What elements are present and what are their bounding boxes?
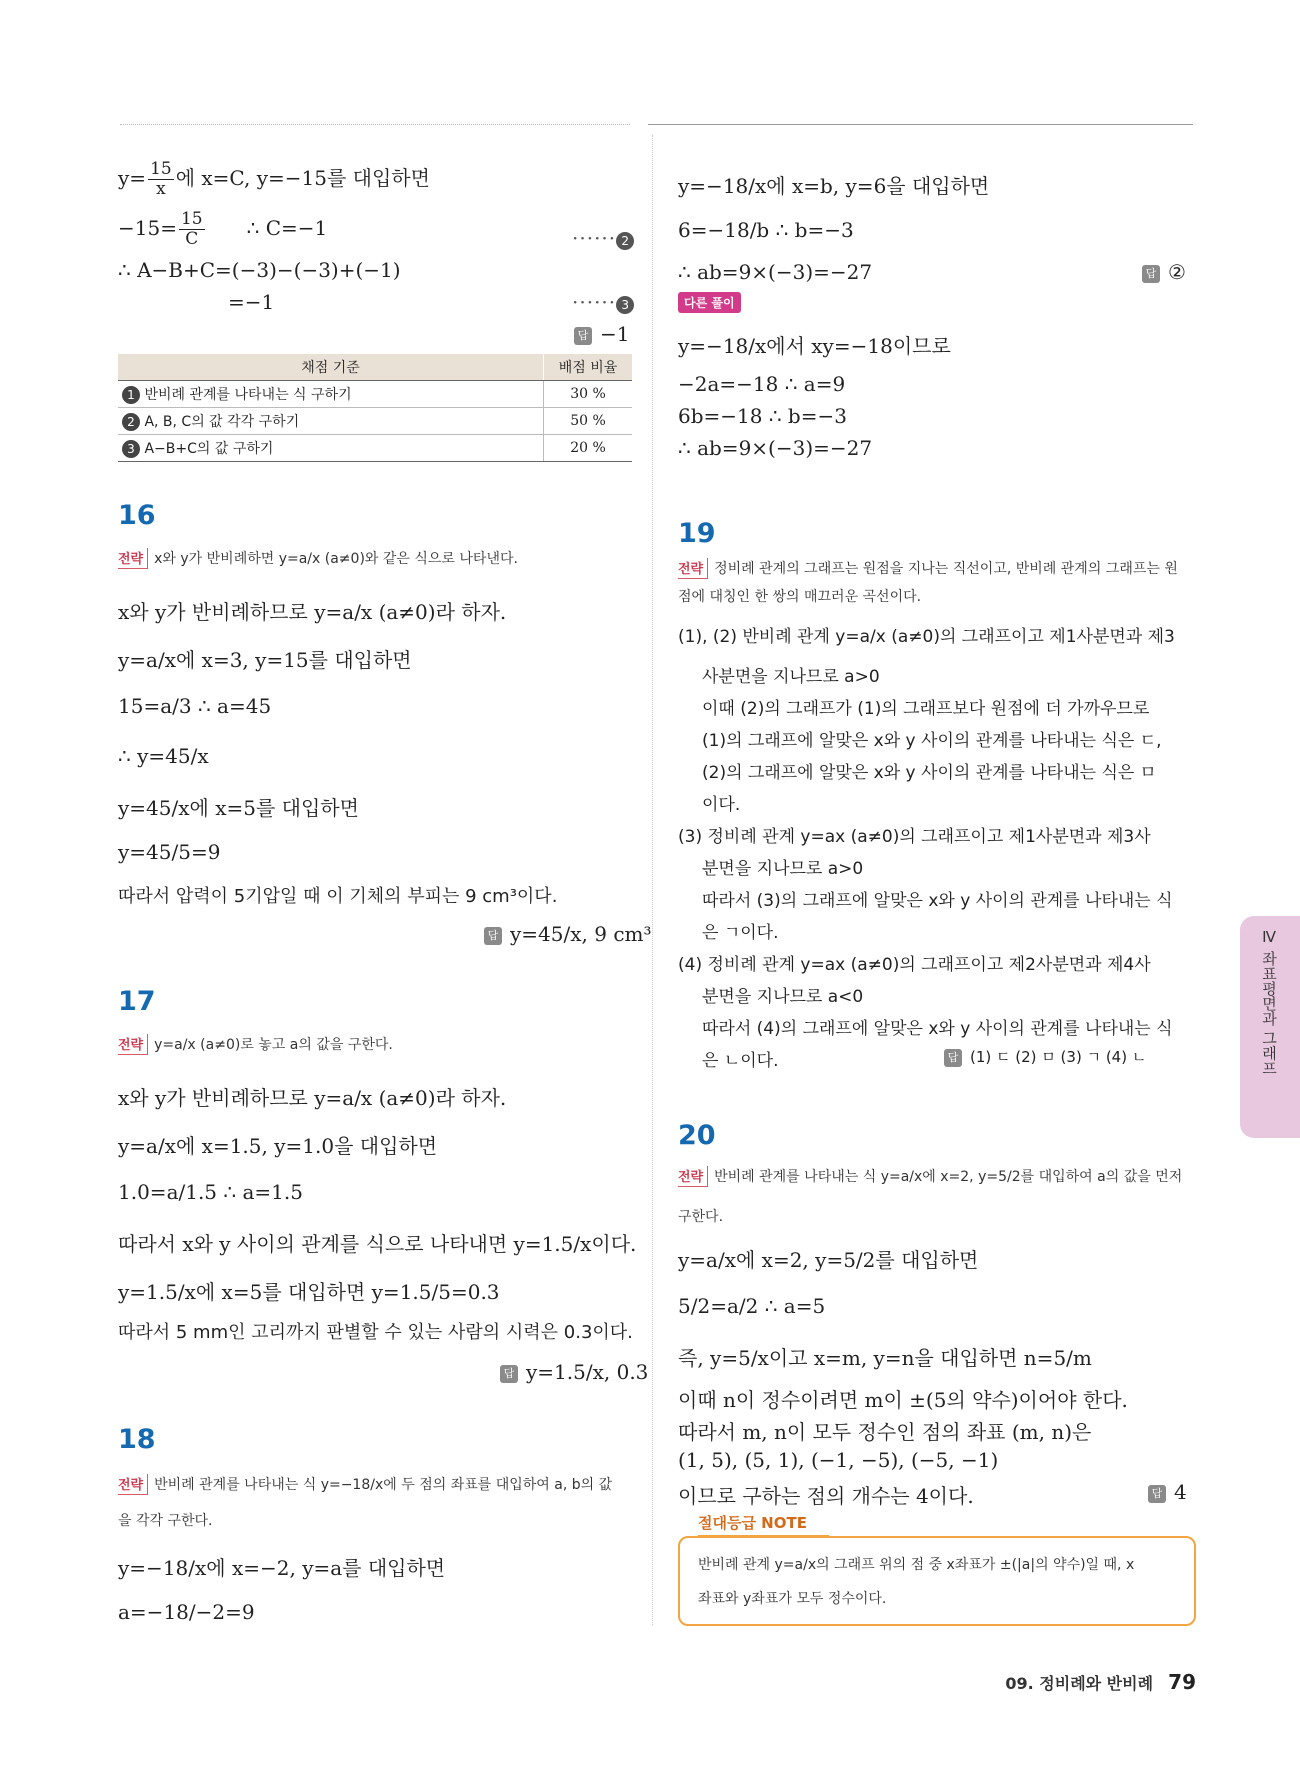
strategy-tag: 전략 <box>118 1474 148 1495</box>
grading-table <box>118 354 632 462</box>
note-box <box>678 1536 1196 1626</box>
strategy-tag: 전략 <box>678 1166 708 1187</box>
grading-header-criteria: 채점 기준 <box>118 354 544 381</box>
question-number: 17 <box>118 986 156 1017</box>
grading-header-score: 배점 비율 <box>544 354 633 381</box>
note-title: 절대등급 NOTE <box>698 1512 829 1537</box>
answer-icon: 답 <box>1142 265 1160 283</box>
table-row: 2 A, B, C의 값 각각 구하기 50 % <box>118 408 632 435</box>
answer-icon: 답 <box>484 927 502 945</box>
page-number: 79 <box>1168 1670 1196 1694</box>
table-row: 1 반비례 관계를 나타내는 식 구하기 30 % <box>118 381 632 408</box>
question-number: 19 <box>678 518 716 549</box>
answer-icon: 답 <box>574 327 592 345</box>
alternative-solution-badge: 다른 풀이 <box>678 292 741 313</box>
top-solid-rule <box>648 124 1193 125</box>
top-dotted-rule <box>120 124 630 125</box>
table-row: 3 A−B+C의 값 구하기 20 % <box>118 435 632 462</box>
question-number: 18 <box>118 1424 156 1455</box>
chapter-side-tab-label: Ⅳ 좌표평면과 그래프 <box>1260 928 1278 1076</box>
step-marker-3: 3 <box>616 296 634 314</box>
column-divider <box>652 135 653 1625</box>
footer <box>1000 1670 1196 1694</box>
chapter-title: 09. 정비례와 반비례 <box>1005 1674 1154 1693</box>
strategy-tag: 전략 <box>678 558 708 579</box>
answer-icon: 답 <box>500 1365 518 1383</box>
answer-icon: 답 <box>944 1049 962 1067</box>
step-marker-2: 2 <box>616 232 634 250</box>
question-number: 20 <box>678 1120 716 1151</box>
strategy-tag: 전략 <box>118 1034 148 1055</box>
strategy-tag: 전략 <box>118 548 148 569</box>
answer-icon: 답 <box>1148 1485 1166 1503</box>
question-number: 16 <box>118 500 156 531</box>
